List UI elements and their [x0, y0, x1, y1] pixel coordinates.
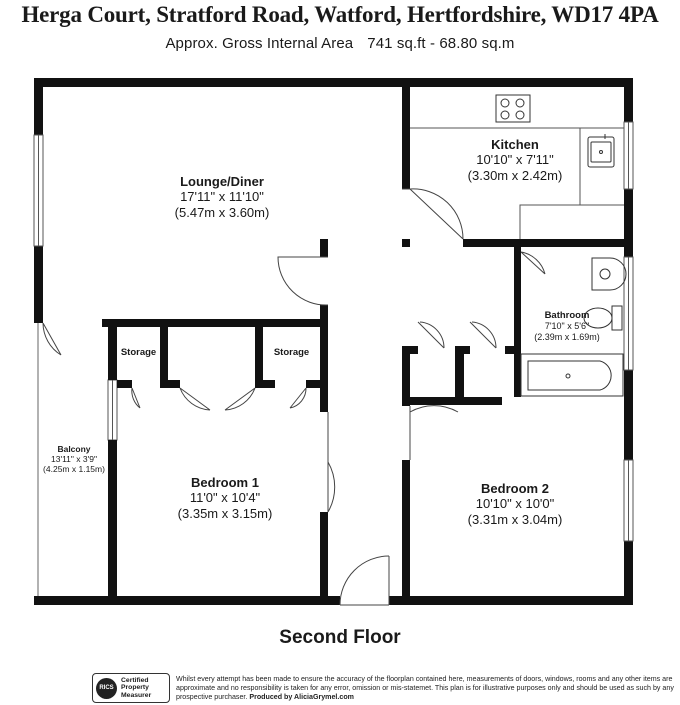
- area-value: 741 sq.ft - 68.80 sq.m: [367, 35, 515, 52]
- hob-icon: [496, 95, 530, 122]
- room-label-bedroom2: Bedroom 2 10'10" x 10'0" (3.31m x 3.04m): [467, 481, 563, 527]
- rics-seal-icon: RICS: [96, 678, 117, 699]
- room-label-storage-left: Storage: [120, 347, 157, 358]
- room-label-kitchen: Kitchen 10'10" x 7'11" (3.30m x 2.42m): [467, 137, 563, 183]
- area-label: Approx. Gross Internal Area: [165, 35, 354, 52]
- produced-by: Produced by AliciaGrymel.com: [249, 693, 354, 702]
- rics-badge-text: Certified Property Measurer: [121, 677, 152, 699]
- room-label-storage-right: Storage: [273, 347, 310, 358]
- rics-badge: [92, 673, 170, 703]
- floor-label: Second Floor: [279, 627, 401, 648]
- room-label-balcony: Balcony 13'11" x 3'9" (4.25m x 1.15m): [43, 444, 105, 475]
- address-title: Herga Court, Stratford Road, Watford, Hertfordshire, WD17 4PA: [21, 2, 659, 27]
- bathtub-icon: [521, 354, 623, 396]
- basin-icon: [592, 258, 626, 290]
- room-label-bedroom1: Bedroom 1 11'0" x 10'4" (3.35m x 3.15m): [177, 475, 273, 521]
- room-label-lounge: Lounge/Diner 17'11" x 11'10" (5.47m x 3.60m): [174, 174, 270, 220]
- door-swings: [43, 189, 545, 605]
- disclaimer-text: Whilst every attempt has been made to ensure the accuracy of the floorplan contained here, measurements of doors, windows, rooms and any other items are approximate and no responsibility is taken for any error, omission or mis-statemet. This plan is for illustrative purposes only and should be used as such by any prospective purchaser. Produced by AliciaGrymel.com: [176, 675, 674, 702]
- room-label-bathroom: Bathroom 7'10" x 5'6" (2.39m x 1.69m): [534, 310, 600, 342]
